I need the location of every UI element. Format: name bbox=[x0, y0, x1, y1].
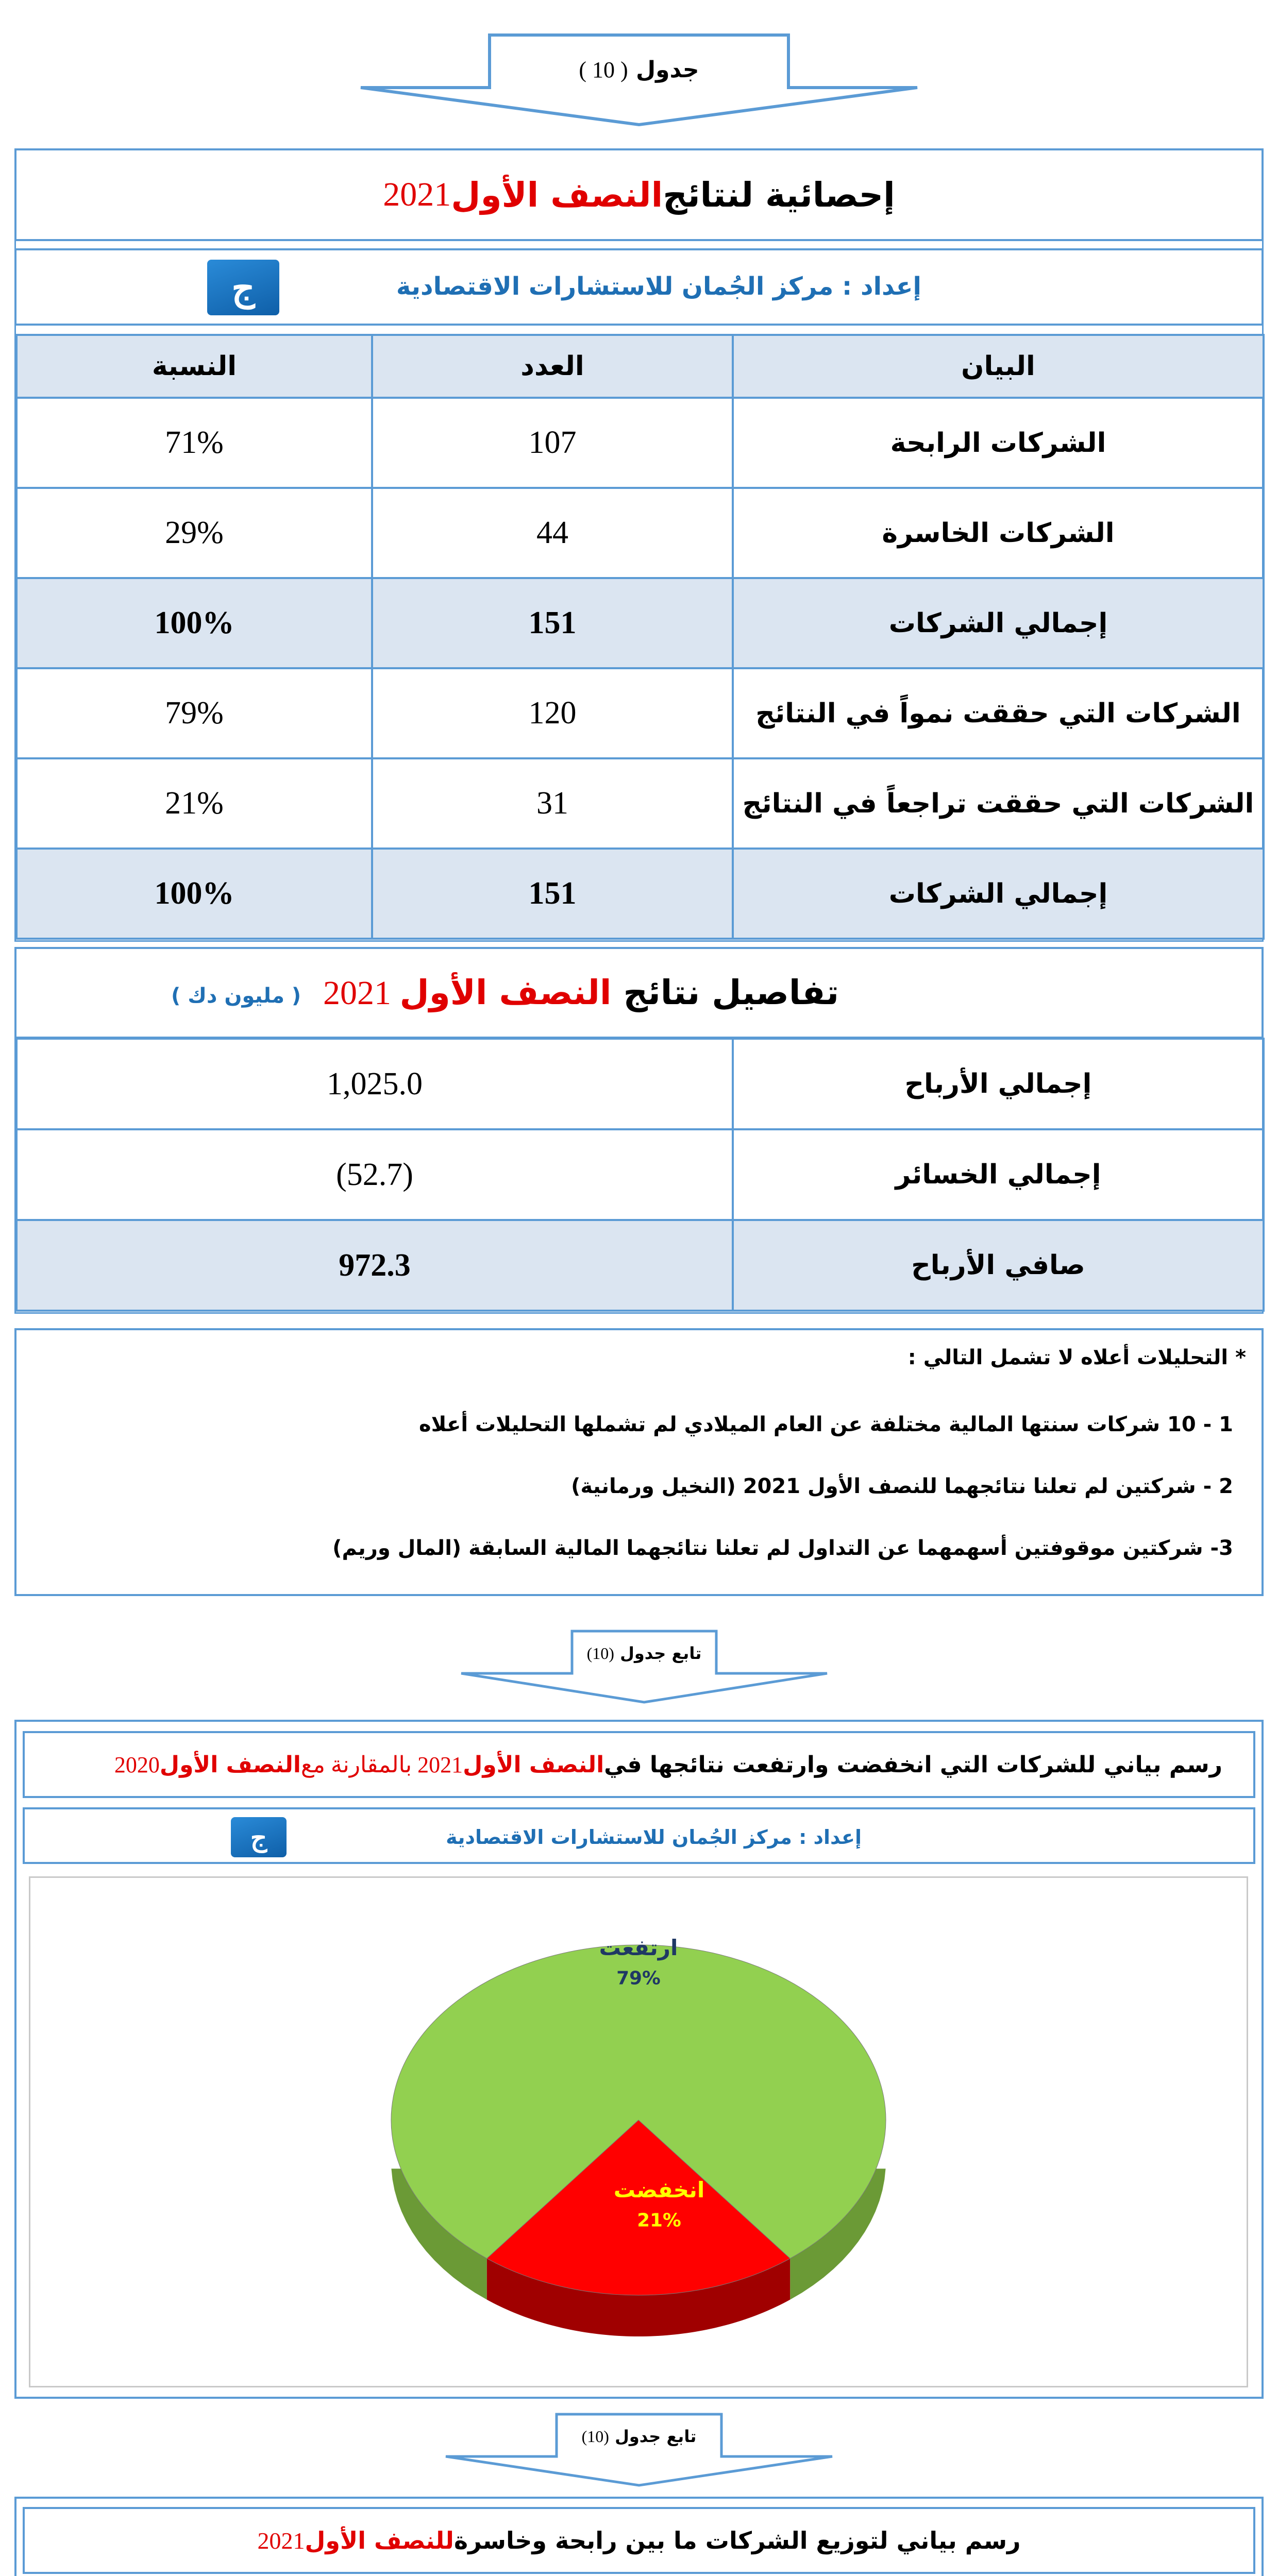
aljoman-logo-icon: ج bbox=[231, 1817, 287, 1857]
arrow-number: (10) bbox=[586, 1644, 614, 1663]
details-title-year: 2021 bbox=[323, 974, 400, 1012]
table-total-row bbox=[16, 849, 1264, 939]
header-ratio: النسبة bbox=[16, 335, 372, 398]
prepared-by-label: إعداد : مركز الجُمان للاستشارات الاقتصادية bbox=[446, 1826, 862, 1849]
row-label: إجمالي الشركات bbox=[733, 849, 1264, 939]
aljoman-logo-icon: ج bbox=[207, 260, 279, 315]
chart1-title bbox=[23, 1731, 1255, 1798]
pie-value-label: 79% bbox=[616, 1968, 661, 1989]
chart2-title bbox=[23, 2507, 1255, 2574]
details-title-highlight: النصف الأول bbox=[399, 973, 612, 1012]
row-ratio: 100% bbox=[16, 849, 372, 939]
table-header-row bbox=[16, 335, 1264, 398]
stats-title bbox=[14, 148, 1264, 241]
chart2-title-year: 2021 bbox=[257, 2527, 305, 2554]
row-ratio: 100% bbox=[16, 578, 372, 668]
chart2-title-highlight: للنصف الأول bbox=[305, 2527, 454, 2554]
chart1-prepared-by-row bbox=[23, 1807, 1255, 1864]
continued-table-arrow bbox=[448, 1628, 840, 1705]
arrow-label: تابع جدول bbox=[615, 2427, 697, 2446]
chart1-title-year: 2020 bbox=[114, 1752, 160, 1777]
table-row bbox=[16, 668, 1264, 758]
chart1-title-mid: 2021 بالمقارنة مع bbox=[300, 1752, 463, 1777]
row-count: 107 bbox=[372, 398, 733, 488]
note-item: 1 - 10 شركات سنتها المالية مختلفة عن العام الميلادي لم تشملها التحليلات أعلاه bbox=[419, 1413, 1233, 1436]
details-title bbox=[323, 973, 839, 1013]
table-total-row bbox=[16, 1220, 1264, 1311]
row-count: 31 bbox=[372, 758, 733, 849]
row-label: إجمالي الأرباح bbox=[733, 1039, 1264, 1129]
header-statement: البيان bbox=[733, 335, 1264, 398]
unit-label: ( مليون دك ) bbox=[171, 984, 301, 1008]
notes-header: * التحليلات أعلاه لا تشمل التالي : bbox=[907, 1346, 1246, 1369]
title-highlight: النصف الأول bbox=[451, 175, 663, 215]
chart2-title-text: رسم بياني لتوزيع الشركات ما بين رابحة وخاسرة bbox=[453, 2527, 1021, 2554]
title-text: إحصائية لنتائج bbox=[663, 175, 895, 215]
pie-label: ارتفعت bbox=[599, 1935, 678, 1960]
row-ratio: 21% bbox=[16, 758, 372, 849]
title-year: 2021 bbox=[383, 176, 451, 213]
row-label: إجمالي الشركات bbox=[733, 578, 1264, 668]
chart1-title-text: رسم بياني للشركات التي انخفضت وارتفعت نتائجها في bbox=[604, 1751, 1222, 1778]
note-item: 2 - شركتين لم تعلنا نتائجهما للنصف الأول 2021 (النخيل ورمانية) bbox=[571, 1475, 1233, 1498]
pie-value-label: 21% bbox=[637, 2210, 681, 2231]
arrow-shape bbox=[448, 1628, 840, 1705]
arrow-number: ( 10 ) bbox=[579, 57, 628, 82]
row-count: 44 bbox=[372, 488, 733, 578]
continued-table-arrow-2 bbox=[433, 2411, 845, 2488]
arrow-label: جدول bbox=[635, 57, 699, 83]
row-count: 151 bbox=[372, 849, 733, 939]
row-label: الشركات التي حققت تراجعاً في النتائج bbox=[733, 758, 1264, 849]
row-label: صافي الأرباح bbox=[733, 1220, 1264, 1311]
chart1-pie bbox=[30, 1878, 1250, 2389]
row-ratio: 79% bbox=[16, 668, 372, 758]
stats-table bbox=[15, 334, 1265, 940]
arrow-shape bbox=[433, 2411, 845, 2488]
row-count: 120 bbox=[372, 668, 733, 758]
prepared-by-row bbox=[14, 248, 1264, 326]
pie-label: انخفضت bbox=[613, 2177, 705, 2202]
table-number-arrow bbox=[345, 31, 933, 129]
row-ratio: 29% bbox=[16, 488, 372, 578]
details-title-text: تفاصيل نتائج bbox=[611, 973, 839, 1012]
notes-box bbox=[14, 1328, 1264, 1596]
table-row bbox=[16, 1039, 1264, 1129]
arrow-number: (10) bbox=[581, 2427, 609, 2446]
arrow-label: تابع جدول bbox=[620, 1643, 702, 1663]
table-total-row bbox=[16, 578, 1264, 668]
row-label: الشركات الرابحة bbox=[733, 398, 1264, 488]
table-row bbox=[16, 1129, 1264, 1220]
row-ratio: 71% bbox=[16, 398, 372, 488]
row-label: الشركات الخاسرة bbox=[733, 488, 1264, 578]
details-table bbox=[15, 1038, 1265, 1312]
header-count: العدد bbox=[372, 335, 733, 398]
table-row bbox=[16, 488, 1264, 578]
chart1-title-highlight: النصف الأول bbox=[463, 1751, 604, 1778]
row-value: 1,025.0 bbox=[16, 1039, 733, 1129]
chart1-title-highlight2: النصف الأول bbox=[159, 1751, 301, 1778]
row-value: (52.7) bbox=[16, 1129, 733, 1220]
row-count: 151 bbox=[372, 578, 733, 668]
chart1-plot-area bbox=[29, 1876, 1248, 2387]
table-row bbox=[16, 398, 1264, 488]
table-row bbox=[16, 758, 1264, 849]
details-title-row bbox=[14, 947, 1264, 1039]
row-value: 972.3 bbox=[16, 1220, 733, 1311]
note-item: 3- شركتين موقوفتين أسهمهما عن التداول لم تعلنا نتائجهما المالية السابقة (المال وريم) bbox=[332, 1536, 1233, 1560]
row-label: إجمالي الخسائر bbox=[733, 1129, 1264, 1220]
row-label: الشركات التي حققت نمواً في النتائج bbox=[733, 668, 1264, 758]
prepared-by-label: إعداد : مركز الجُمان للاستشارات الاقتصادية bbox=[396, 272, 921, 301]
